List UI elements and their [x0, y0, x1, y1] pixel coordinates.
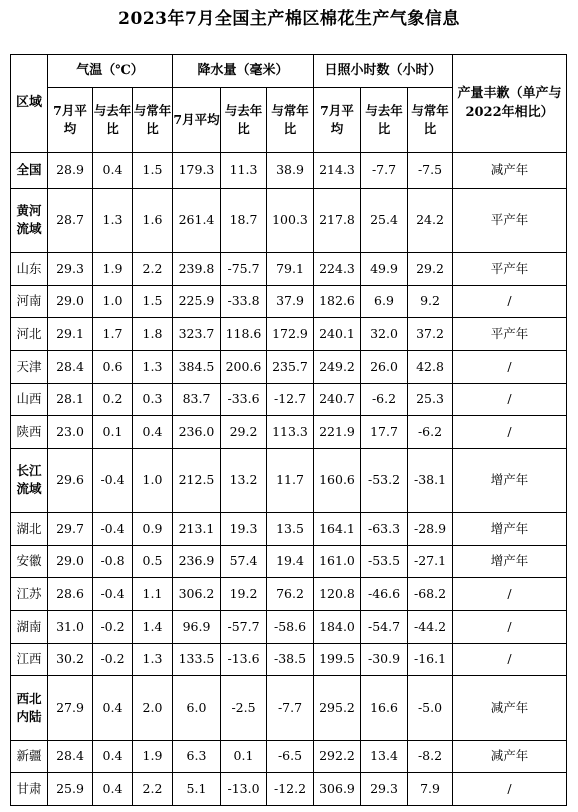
rain-vs-normal-cell: -58.6 — [267, 611, 314, 644]
sun-vs-last-year-cell: 26.0 — [361, 350, 408, 383]
rain-avg-cell: 5.1 — [173, 773, 221, 806]
sun-vs-last-year-cell: -30.9 — [361, 643, 408, 676]
sun-vs-last-year-cell: 6.9 — [361, 285, 408, 318]
temp-vs-normal-cell: 1.3 — [133, 350, 173, 383]
temp-vs-normal-cell: 1.1 — [133, 578, 173, 611]
rain-vs-normal-cell: -7.7 — [267, 676, 314, 740]
temp-vs-last-year-cell: 1.7 — [93, 318, 133, 351]
temp-vs-last-year-cell: -0.2 — [93, 611, 133, 644]
temp-vs-normal-cell: 1.6 — [133, 188, 173, 252]
sun-avg-cell: 182.6 — [314, 285, 361, 318]
rain-vs-last-year-cell: 19.2 — [221, 578, 267, 611]
header-yield: 产量丰歉（单产与2022年相比） — [453, 55, 567, 153]
table-row — [11, 416, 567, 449]
temp-avg-cell: 29.0 — [48, 285, 93, 318]
temp-avg-cell: 29.3 — [48, 252, 93, 285]
region-cell: 湖南 — [11, 611, 48, 644]
temp-vs-normal-cell: 0.9 — [133, 513, 173, 546]
temp-vs-normal-cell: 1.5 — [133, 153, 173, 189]
region-cell: 湖北 — [11, 513, 48, 546]
region-cell: 山西 — [11, 383, 48, 416]
page-title: 2023年7月全国主产棉区棉花生产气象信息 — [118, 9, 460, 29]
rain-vs-last-year-cell: -75.7 — [221, 252, 267, 285]
sun-vs-last-year-cell: 32.0 — [361, 318, 408, 351]
yield-cell: 平产年 — [453, 252, 567, 285]
rain-avg-cell: 212.5 — [173, 448, 221, 512]
temp-vs-last-year-cell: -0.2 — [93, 643, 133, 676]
table-row — [11, 740, 567, 773]
table-row — [11, 773, 567, 806]
rain-vs-last-year-cell: 118.6 — [221, 318, 267, 351]
sun-vs-normal-cell: -6.2 — [408, 416, 453, 449]
temp-avg-cell: 29.6 — [48, 448, 93, 512]
region-cell: 江西 — [11, 643, 48, 676]
rain-vs-last-year-cell: 11.3 — [221, 153, 267, 189]
table-row — [11, 350, 567, 383]
header-temp-vs-last-year: 与去年比 — [93, 88, 133, 153]
sun-avg-cell: 214.3 — [314, 153, 361, 189]
sun-vs-last-year-cell: 49.9 — [361, 252, 408, 285]
temp-avg-cell: 31.0 — [48, 611, 93, 644]
region-cell: 天津 — [11, 350, 48, 383]
sun-vs-last-year-cell: -53.2 — [361, 448, 408, 512]
temp-vs-normal-cell: 1.3 — [133, 643, 173, 676]
table-row — [11, 676, 567, 740]
table-row — [11, 252, 567, 285]
temp-vs-last-year-cell: 0.4 — [93, 153, 133, 189]
temp-avg-cell: 29.7 — [48, 513, 93, 546]
sun-avg-cell: 292.2 — [314, 740, 361, 773]
temp-vs-last-year-cell: -0.4 — [93, 513, 133, 546]
rain-vs-last-year-cell: -13.6 — [221, 643, 267, 676]
sun-avg-cell: 160.6 — [314, 448, 361, 512]
sun-avg-cell: 306.9 — [314, 773, 361, 806]
temp-vs-last-year-cell: 1.9 — [93, 252, 133, 285]
region-cell: 陕西 — [11, 416, 48, 449]
sun-vs-normal-cell: -7.5 — [408, 153, 453, 189]
temp-vs-last-year-cell: 0.4 — [93, 676, 133, 740]
rain-avg-cell: 384.5 — [173, 350, 221, 383]
table-row — [11, 643, 567, 676]
sun-vs-normal-cell: -38.1 — [408, 448, 453, 512]
yield-cell: / — [453, 383, 567, 416]
region-cell: 新疆 — [11, 740, 48, 773]
rain-vs-normal-cell: -12.2 — [267, 773, 314, 806]
rain-avg-cell: 133.5 — [173, 643, 221, 676]
table-body — [11, 153, 567, 806]
rain-avg-cell: 261.4 — [173, 188, 221, 252]
rain-vs-normal-cell: 79.1 — [267, 252, 314, 285]
temp-vs-normal-cell: 2.2 — [133, 252, 173, 285]
table-row — [11, 611, 567, 644]
temp-avg-cell: 25.9 — [48, 773, 93, 806]
header-temp-group: 气温（℃） — [48, 55, 173, 88]
rain-vs-last-year-cell: -57.7 — [221, 611, 267, 644]
temp-avg-cell: 28.7 — [48, 188, 93, 252]
rain-avg-cell: 83.7 — [173, 383, 221, 416]
rain-vs-last-year-cell: 0.1 — [221, 740, 267, 773]
rain-avg-cell: 213.1 — [173, 513, 221, 546]
rain-vs-normal-cell: 19.4 — [267, 545, 314, 578]
rain-vs-last-year-cell: -33.8 — [221, 285, 267, 318]
temp-avg-cell: 29.1 — [48, 318, 93, 351]
yield-cell: 增产年 — [453, 513, 567, 546]
temp-avg-cell: 28.6 — [48, 578, 93, 611]
rain-avg-cell: 239.8 — [173, 252, 221, 285]
sun-vs-normal-cell: 7.9 — [408, 773, 453, 806]
table-row — [11, 188, 567, 252]
header-sun-avg: 7月平均 — [314, 88, 361, 153]
yield-cell: 平产年 — [453, 318, 567, 351]
header-temp-vs-normal: 与常年比 — [133, 88, 173, 153]
temp-vs-last-year-cell: 0.2 — [93, 383, 133, 416]
yield-cell: 增产年 — [453, 448, 567, 512]
temp-vs-normal-cell: 1.5 — [133, 285, 173, 318]
rain-vs-last-year-cell: 200.6 — [221, 350, 267, 383]
sun-avg-cell: 249.2 — [314, 350, 361, 383]
sun-vs-normal-cell: -16.1 — [408, 643, 453, 676]
sun-vs-last-year-cell: 29.3 — [361, 773, 408, 806]
sun-avg-cell: 199.5 — [314, 643, 361, 676]
header-row-group — [11, 55, 567, 88]
rain-vs-last-year-cell: 13.2 — [221, 448, 267, 512]
temp-avg-cell: 28.4 — [48, 740, 93, 773]
temp-vs-last-year-cell: 1.0 — [93, 285, 133, 318]
region-cell: 黄河流域 — [11, 188, 48, 252]
sun-avg-cell: 184.0 — [314, 611, 361, 644]
table-row — [11, 318, 567, 351]
rain-vs-last-year-cell: 29.2 — [221, 416, 267, 449]
table-row — [11, 513, 567, 546]
header-sun-vs-last-year: 与去年比 — [361, 88, 408, 153]
yield-cell: 减产年 — [453, 153, 567, 189]
region-cell: 河北 — [11, 318, 48, 351]
rain-avg-cell: 96.9 — [173, 611, 221, 644]
temp-avg-cell: 23.0 — [48, 416, 93, 449]
rain-avg-cell: 179.3 — [173, 153, 221, 189]
sun-avg-cell: 221.9 — [314, 416, 361, 449]
rain-vs-last-year-cell: 57.4 — [221, 545, 267, 578]
rain-avg-cell: 6.3 — [173, 740, 221, 773]
header-rain-avg: 7月平均 — [173, 88, 221, 153]
yield-cell: / — [453, 285, 567, 318]
sun-vs-normal-cell: -44.2 — [408, 611, 453, 644]
temp-vs-normal-cell: 2.0 — [133, 676, 173, 740]
sun-vs-normal-cell: -8.2 — [408, 740, 453, 773]
header-sun-group: 日照小时数（小时） — [314, 55, 453, 88]
table-row — [11, 383, 567, 416]
sun-avg-cell: 120.8 — [314, 578, 361, 611]
temp-avg-cell: 29.0 — [48, 545, 93, 578]
rain-avg-cell: 306.2 — [173, 578, 221, 611]
rain-vs-last-year-cell: 19.3 — [221, 513, 267, 546]
temp-avg-cell: 28.4 — [48, 350, 93, 383]
sun-avg-cell: 224.3 — [314, 252, 361, 285]
sun-vs-last-year-cell: -53.5 — [361, 545, 408, 578]
yield-cell: 减产年 — [453, 740, 567, 773]
sun-vs-normal-cell: 24.2 — [408, 188, 453, 252]
rain-vs-last-year-cell: 18.7 — [221, 188, 267, 252]
temp-vs-last-year-cell: 0.4 — [93, 740, 133, 773]
sun-avg-cell: 240.7 — [314, 383, 361, 416]
sun-avg-cell: 240.1 — [314, 318, 361, 351]
region-cell: 西北内陆 — [11, 676, 48, 740]
sun-avg-cell: 295.2 — [314, 676, 361, 740]
sun-vs-normal-cell: -27.1 — [408, 545, 453, 578]
rain-vs-normal-cell: 37.9 — [267, 285, 314, 318]
sun-avg-cell: 217.8 — [314, 188, 361, 252]
temp-vs-normal-cell: 0.5 — [133, 545, 173, 578]
temp-vs-normal-cell: 1.4 — [133, 611, 173, 644]
rain-vs-last-year-cell: -33.6 — [221, 383, 267, 416]
sun-vs-last-year-cell: -7.7 — [361, 153, 408, 189]
region-cell: 山东 — [11, 252, 48, 285]
rain-vs-normal-cell: 13.5 — [267, 513, 314, 546]
table-row — [11, 448, 567, 512]
temp-avg-cell: 27.9 — [48, 676, 93, 740]
rain-vs-normal-cell: -12.7 — [267, 383, 314, 416]
temp-vs-last-year-cell: 0.1 — [93, 416, 133, 449]
table-row — [11, 285, 567, 318]
table-row — [11, 545, 567, 578]
sun-vs-normal-cell: 42.8 — [408, 350, 453, 383]
temp-vs-last-year-cell: -0.4 — [93, 448, 133, 512]
rain-vs-normal-cell: 172.9 — [267, 318, 314, 351]
temp-vs-normal-cell: 1.9 — [133, 740, 173, 773]
header-region: 区域 — [11, 55, 48, 153]
rain-vs-normal-cell: -6.5 — [267, 740, 314, 773]
temp-vs-normal-cell: 1.0 — [133, 448, 173, 512]
sun-vs-normal-cell: -28.9 — [408, 513, 453, 546]
region-cell: 甘肃 — [11, 773, 48, 806]
temp-vs-normal-cell: 2.2 — [133, 773, 173, 806]
temp-vs-last-year-cell: 0.4 — [93, 773, 133, 806]
sun-vs-normal-cell: 9.2 — [408, 285, 453, 318]
sun-vs-normal-cell: -5.0 — [408, 676, 453, 740]
temp-vs-last-year-cell: 0.6 — [93, 350, 133, 383]
rain-vs-normal-cell: 11.7 — [267, 448, 314, 512]
temp-vs-normal-cell: 0.4 — [133, 416, 173, 449]
sun-vs-normal-cell: 25.3 — [408, 383, 453, 416]
temp-vs-normal-cell: 1.8 — [133, 318, 173, 351]
yield-cell: / — [453, 643, 567, 676]
rain-vs-normal-cell: 38.9 — [267, 153, 314, 189]
yield-cell: 平产年 — [453, 188, 567, 252]
header-sun-vs-normal: 与常年比 — [408, 88, 453, 153]
sun-vs-normal-cell: -68.2 — [408, 578, 453, 611]
temp-avg-cell: 28.9 — [48, 153, 93, 189]
rain-vs-normal-cell: 76.2 — [267, 578, 314, 611]
region-cell: 安徽 — [11, 545, 48, 578]
yield-cell: / — [453, 350, 567, 383]
rain-vs-normal-cell: 113.3 — [267, 416, 314, 449]
rain-vs-last-year-cell: -2.5 — [221, 676, 267, 740]
temp-vs-normal-cell: 0.3 — [133, 383, 173, 416]
sun-avg-cell: 164.1 — [314, 513, 361, 546]
rain-vs-normal-cell: 235.7 — [267, 350, 314, 383]
yield-cell: 减产年 — [453, 676, 567, 740]
rain-avg-cell: 323.7 — [173, 318, 221, 351]
rain-avg-cell: 225.9 — [173, 285, 221, 318]
rain-avg-cell: 236.9 — [173, 545, 221, 578]
sun-vs-normal-cell: 37.2 — [408, 318, 453, 351]
region-cell: 全国 — [11, 153, 48, 189]
yield-cell: 增产年 — [453, 545, 567, 578]
table-row — [11, 153, 567, 189]
sun-vs-last-year-cell: 25.4 — [361, 188, 408, 252]
sun-vs-last-year-cell: -6.2 — [361, 383, 408, 416]
rain-vs-last-year-cell: -13.0 — [221, 773, 267, 806]
yield-cell: / — [453, 773, 567, 806]
sun-vs-last-year-cell: 17.7 — [361, 416, 408, 449]
temp-avg-cell: 28.1 — [48, 383, 93, 416]
region-cell: 河南 — [11, 285, 48, 318]
header-temp-avg: 7月平均 — [48, 88, 93, 153]
header-rain-group: 降水量（毫米） — [173, 55, 314, 88]
rain-avg-cell: 6.0 — [173, 676, 221, 740]
header-rain-vs-last-year: 与去年比 — [221, 88, 267, 153]
temp-vs-last-year-cell: 1.3 — [93, 188, 133, 252]
sun-vs-last-year-cell: 16.6 — [361, 676, 408, 740]
temp-avg-cell: 30.2 — [48, 643, 93, 676]
yield-cell: / — [453, 611, 567, 644]
header-rain-vs-normal: 与常年比 — [267, 88, 314, 153]
rain-vs-normal-cell: 100.3 — [267, 188, 314, 252]
region-cell: 长江流域 — [11, 448, 48, 512]
sun-vs-last-year-cell: 13.4 — [361, 740, 408, 773]
sun-vs-last-year-cell: -54.7 — [361, 611, 408, 644]
region-cell: 江苏 — [11, 578, 48, 611]
yield-cell: / — [453, 416, 567, 449]
sun-vs-last-year-cell: -46.6 — [361, 578, 408, 611]
rain-vs-normal-cell: -38.5 — [267, 643, 314, 676]
yield-cell: / — [453, 578, 567, 611]
sun-avg-cell: 161.0 — [314, 545, 361, 578]
sun-vs-last-year-cell: -63.3 — [361, 513, 408, 546]
weather-table — [10, 54, 567, 806]
temp-vs-last-year-cell: -0.8 — [93, 545, 133, 578]
rain-avg-cell: 236.0 — [173, 416, 221, 449]
temp-vs-last-year-cell: -0.4 — [93, 578, 133, 611]
table-row — [11, 578, 567, 611]
sun-vs-normal-cell: 29.2 — [408, 252, 453, 285]
